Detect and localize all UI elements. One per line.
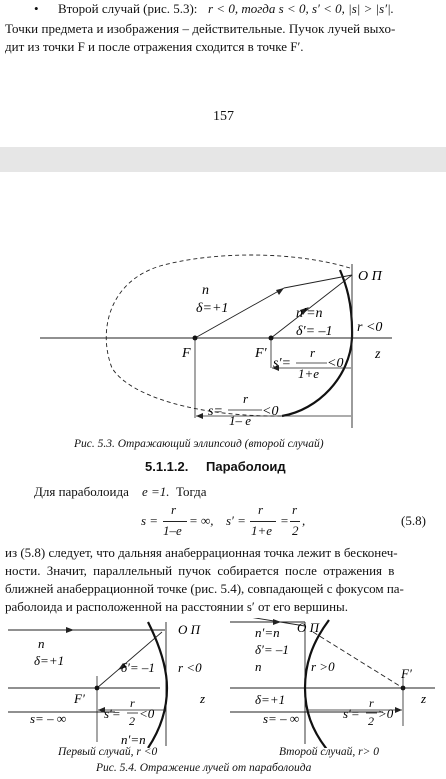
label-op: О П — [178, 622, 201, 637]
eq-s-den: 1–e — [163, 523, 182, 538]
label-delta: δ=+1 — [255, 692, 286, 707]
eq-s-rhs: = ∞, — [189, 513, 214, 528]
label-n-prime: n′=n — [255, 625, 280, 640]
label-r: r <0 — [178, 660, 202, 675]
focus-point-F-prime — [95, 686, 100, 691]
label-z: z — [200, 691, 206, 706]
figure-5-4-left — [0, 618, 225, 748]
fraction-bar — [250, 521, 276, 522]
label-delta-prime: δ′= –1 — [121, 660, 155, 675]
current-page — [0, 172, 446, 779]
dim-arrowhead — [395, 707, 402, 713]
sp-num: r — [130, 696, 135, 710]
paragraph-line: из (5.8) следует, что дальняя анаберрационная точка лежит в бесконеч- — [5, 545, 398, 560]
label-s: s= – ∞ — [263, 711, 300, 726]
page-number: 157 — [213, 109, 234, 124]
eq-sp2-num: r — [292, 502, 298, 517]
eq-sp-lhs: s′ = — [226, 513, 246, 528]
paragraph-line: ности. Значит, параллельный пучок собирается после отражения в — [5, 563, 395, 578]
ellipsoid-mirror-arc — [282, 270, 352, 416]
eq-s-num: r — [171, 502, 177, 517]
ray-arrowhead — [276, 288, 284, 295]
paragraph-line: раболоида и расположенной на расстоянии s′ от его вершины. — [5, 599, 349, 614]
sp-lhs: s′= — [104, 706, 121, 721]
label-n: n — [255, 659, 262, 674]
dim-arrowhead — [196, 413, 203, 419]
previous-page — [0, 0, 446, 147]
label-r: r >0 — [311, 659, 335, 674]
eq-sp-num: r — [258, 502, 264, 517]
label-n-prime: n′=n — [296, 306, 323, 321]
label-F-prime: F′ — [74, 691, 85, 706]
paragraph-line: Точки предмета и изображения – действительные. Пучок лучей выхо- — [5, 21, 396, 36]
eq-s-lhs: s = — [141, 513, 159, 528]
label-z: z — [375, 347, 381, 362]
eq-sp-den: 1+e — [251, 523, 273, 538]
fraction-bar — [163, 521, 187, 522]
sp-den: 2 — [368, 714, 374, 728]
s-prime-lhs: s′= — [273, 356, 291, 371]
label-delta-prime: δ′= –1 — [255, 642, 289, 657]
s-rhs: <0 — [262, 404, 279, 419]
s-lhs: s= — [208, 404, 223, 419]
label-n-prime: n′=n — [121, 732, 146, 747]
label-F-prime: F′ — [401, 666, 412, 681]
bullet-text: Второй случай (рис. 5.3): — [58, 1, 198, 16]
s-prime-den: 1+e — [298, 366, 320, 381]
equation-5-8 — [0, 502, 446, 542]
figure-5-4-right-caption: Второй случай, r> 0 — [279, 746, 380, 758]
label-F-prime: F′ — [255, 346, 267, 361]
intro-tail: Тогда — [176, 484, 207, 499]
label-r: r <0 — [357, 320, 383, 335]
eq-sp-end: , — [302, 513, 306, 528]
intro-math: e =1. — [142, 484, 170, 499]
s-num: r — [243, 391, 249, 406]
ray-arrowhead — [66, 627, 74, 633]
figure-5-3 — [0, 172, 446, 442]
label-delta: δ=+1 — [34, 653, 65, 668]
sp-rhs: <0 — [139, 706, 155, 721]
label-op: О П — [297, 620, 320, 635]
figure-5-4-left-caption: Первый случай, r <0 — [58, 746, 158, 758]
sp-lhs: s′= — [343, 706, 360, 721]
label-s: s= – ∞ — [30, 711, 67, 726]
fraction-bar — [290, 521, 300, 522]
label-n: n — [38, 636, 45, 651]
sp-num: r — [369, 696, 374, 710]
label-z: z — [421, 691, 427, 706]
label-op: О П — [358, 269, 382, 284]
s-prime-rhs: <0 — [327, 356, 344, 371]
paraboloid-mirror — [148, 622, 167, 748]
bullet-conditions: r < 0, тогда s < 0, s′ < 0, |s| > |s′|. — [208, 1, 394, 16]
s-prime-num: r — [310, 345, 316, 360]
paragraph-line: дит из точки F и после отражения сходится в точке F′. — [5, 39, 304, 54]
s-den: 1– e — [229, 413, 252, 428]
label-F: F — [182, 346, 191, 361]
equation-number: (5.8) — [401, 513, 426, 528]
eq-sp2-den: 2 — [292, 523, 299, 538]
sp-den: 2 — [129, 714, 135, 728]
ray-to-mirror — [284, 275, 352, 288]
paragraph-line: ближней анаберрационной точке (рис. 5.4), совпадающей с фокусом па- — [5, 581, 404, 596]
label-n: n — [202, 283, 209, 298]
section-number: 5.1.1.2. — [145, 459, 189, 474]
bullet-symbol: • — [34, 1, 39, 16]
eq-sp-eq: = — [280, 513, 289, 528]
label-delta-prime: δ′= –1 — [296, 324, 333, 339]
figure-5-3-caption: Рис. 5.3. Отражающий эллипсоид (второй случай) — [74, 438, 324, 450]
figure-5-4-right — [225, 618, 446, 748]
label-delta: δ=+1 — [196, 301, 229, 316]
figure-5-4-caption: Рис. 5.4. Отражение лучей от параболоида — [96, 762, 312, 774]
intro-text: Для параболоида — [34, 484, 129, 499]
paraboloid-mirror — [305, 620, 329, 748]
section-title: Параболоид — [206, 459, 286, 474]
sp-rhs: >0 — [378, 706, 394, 721]
